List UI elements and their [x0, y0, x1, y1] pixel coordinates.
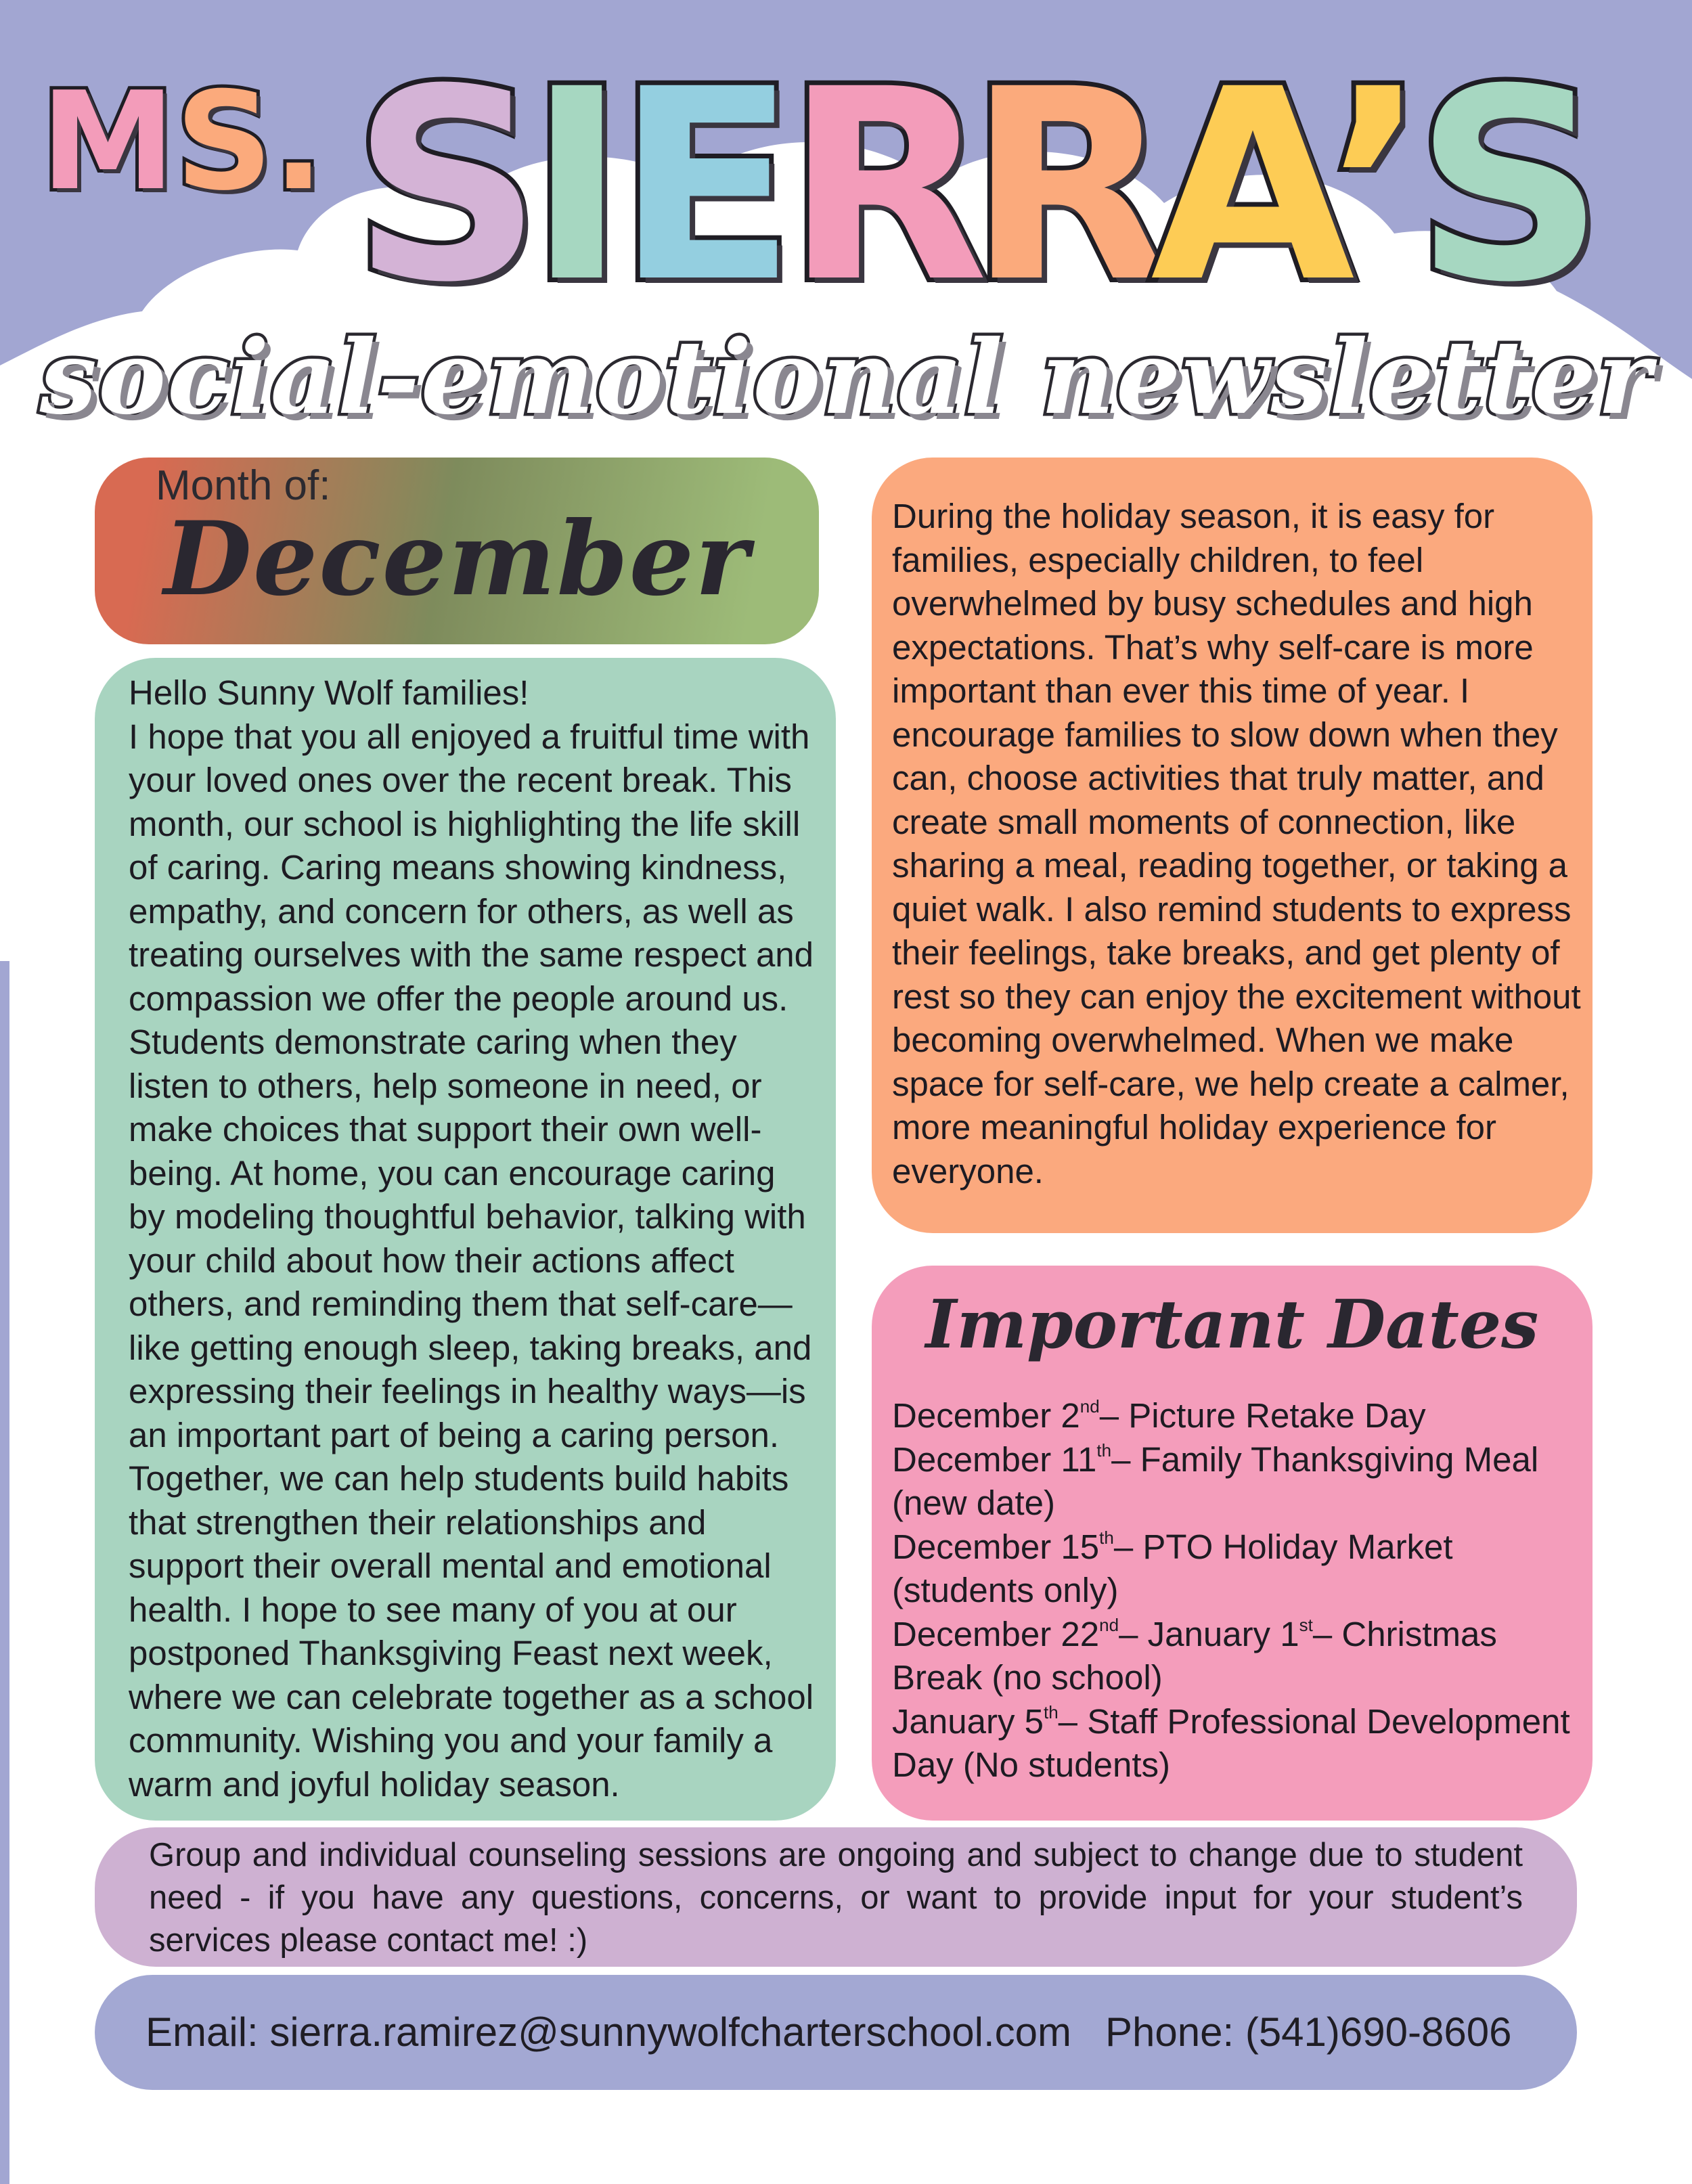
intro-letter-panel — [95, 658, 836, 1821]
title-letter-s1: S — [352, 32, 542, 340]
prefix-period: . — [273, 63, 325, 221]
title-letter-s2: S — [1415, 32, 1605, 340]
date-item-thanksgiving-meal: December 11th– Family Thanksgiving Meal (new date) — [892, 1440, 1539, 1522]
intro-letter-text: Hello Sunny Wolf families! I hope that you all enjoyed a fruitful time with your loved ones over the recent break. This month, our school is highlighting the life skill of caring. Caring means showing kindness, empathy, and concern for others, as well as treating ourselves with the same respect and compassion we offer the people around us. Students demonstrate caring when they listen to others, help someone in need, or make choices that support their own well-being. At home, you can encourage caring by modeling thoughtful behavior, talking with your child about how their actions affect others, and reminding them that self-care—like getting enough sleep, taking breaks, and expressing their feelings in healthy ways—is an important part of being a caring person. Together, we can help students build habits that strengthen their relationships and support their overall mental and emotional health. I hope to see many of you at our postponed Thanksgiving Feast next week, where we can celebrate together as a school community. Wishing you and your family a warm and joyful holiday season. — [129, 673, 814, 1804]
contact-line — [146, 2009, 1553, 2055]
title-letter-r2: R — [968, 32, 1172, 340]
date-item-christmas-break: December 22nd– January 1st– Christmas Break (no school) — [892, 1614, 1497, 1697]
counseling-note-text: Group and individual counseling sessions are ongoing and subject to change due to student need - if you have any questions, concerns, or want to provide input for your student’s services please contact me! :) — [149, 1837, 1523, 1959]
month-banner — [95, 458, 819, 644]
contact-phone[interactable]: Phone: (541)690-8606 — [1105, 2009, 1512, 2055]
newsletter-title — [41, 27, 1665, 340]
counseling-note-panel — [95, 1827, 1577, 1967]
month-label: Month of: — [156, 462, 331, 509]
month-name: December — [163, 499, 751, 619]
prefix-letter-s: S — [175, 63, 273, 221]
contact-email[interactable]: Email: sierra.ramirez@sunnywolfcharterschool.com — [146, 2009, 1071, 2055]
newsletter-subtitle: social-emotional newsletter — [39, 318, 1653, 437]
title-letter-i: I — [528, 32, 627, 340]
self-care-panel — [872, 458, 1593, 1233]
title-letter-r1: R — [785, 32, 989, 340]
date-item-staff-development: January 5th– Staff Professional Development Day (No students) — [892, 1701, 1570, 1784]
title-letter-e: E — [616, 32, 797, 340]
title-apostrophe: ’ — [1327, 32, 1427, 340]
title-letter-a: A — [1151, 32, 1355, 340]
contact-bar — [95, 1975, 1577, 2090]
important-dates-panel — [872, 1266, 1593, 1821]
prefix-letter-m: M — [41, 63, 176, 221]
important-dates-list — [892, 1394, 1582, 1787]
self-care-text: During the holiday season, it is easy for families, especially children, to feel overwhelmed by busy schedules and high expectations. That’s why self-care is more important than ever this time of year. I encourage families to slow down when they can, choose activities that truly matter, and create small moments of connection, like sharing a meal, reading together, or taking a quiet walk. I also remind students to express their feelings, take breaks, and get plenty of rest so they can enjoy the excitement without becoming overwhelmed. When we make space for self-care, we help create a calmer, more meaningful holiday experience for everyone. — [892, 497, 1581, 1190]
important-dates-heading: Important Dates — [925, 1286, 1539, 1364]
date-item-holiday-market: December 15th– PTO Holiday Market (students only) — [892, 1527, 1453, 1609]
date-item-picture-retake: December 2nd– Picture Retake Day — [892, 1396, 1426, 1435]
title-prefix — [41, 63, 325, 221]
left-edge-strip — [0, 961, 9, 2184]
